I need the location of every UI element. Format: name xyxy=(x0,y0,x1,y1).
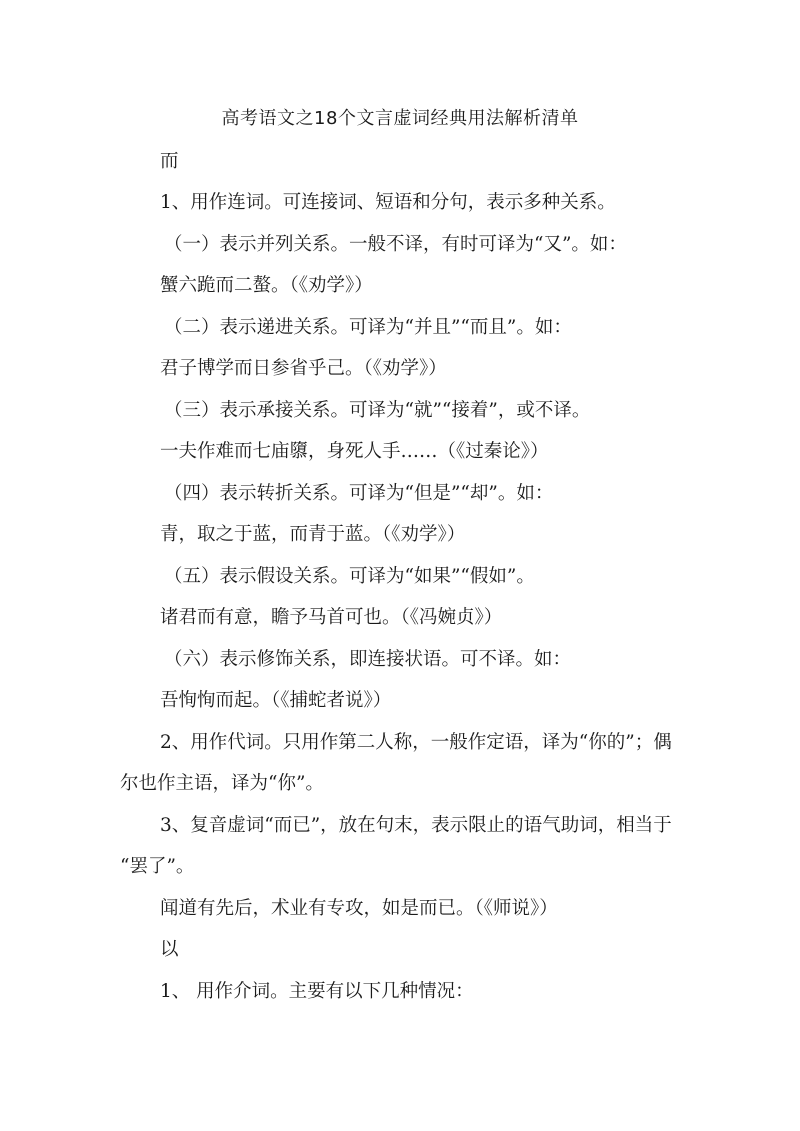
document-title: 高考语文之18个文言虚词经典用法解析清单 xyxy=(221,108,579,129)
example-line: 君子博学而日参省乎己。（《劝学》） xyxy=(160,358,447,379)
example-line: 闻道有先后，术业有专攻，如是而已。（《师说》） xyxy=(160,898,558,919)
paragraph-line: （四）表示转折关系。可译为“但是”“却”。如： xyxy=(164,483,554,504)
example-line: 诸君而有意，瞻予马首可也。（《冯婉贞》） xyxy=(160,607,503,628)
example-line: 蟹六跪而二螯。（《劝学》） xyxy=(160,275,373,296)
example-line: 一夫作难而七庙隳，身死人手……（《过秦论》） xyxy=(160,441,549,462)
heading-yi: 以 xyxy=(160,939,179,960)
paragraph-line: （三）表示承接关系。可译为“就”“接着”，或不译。 xyxy=(164,400,591,421)
paragraph-line: 1、 用作介词。主要有以下几种情况： xyxy=(160,981,474,1002)
paragraph-line: （五）表示假设关系。可译为“如果”“假如”。 xyxy=(164,566,535,587)
paragraph-line: 1、用作连词。可连接词、短语和分句，表示多种关系。 xyxy=(160,192,616,213)
paragraph-line: （一）表示并列关系。一般不译，有时可译为“又”。如： xyxy=(164,234,627,255)
paragraph-line: 3、复音虚词“而已”，放在句末，表示限止的语气助词，相当于 xyxy=(160,815,672,836)
paragraph-line-continued: “罢了”。 xyxy=(120,856,195,877)
paragraph-line: （六）表示修饰关系，即连接状语。可不译。如： xyxy=(164,649,572,670)
example-line: 吾恂恂而起。（《捕蛇者说》） xyxy=(160,690,392,711)
heading-er: 而 xyxy=(160,151,179,172)
paragraph-line: 2、用作代词。只用作第二人称，一般作定语，译为“你的”；偶 xyxy=(160,732,672,753)
example-line: 青，取之于蓝，而青于蓝。（《劝学》） xyxy=(160,524,466,545)
paragraph-line-continued: 尔也作主语，译为“你”。 xyxy=(120,773,324,794)
paragraph-line: （二）表示递进关系。可译为“并且”“而且”。如： xyxy=(164,317,572,338)
